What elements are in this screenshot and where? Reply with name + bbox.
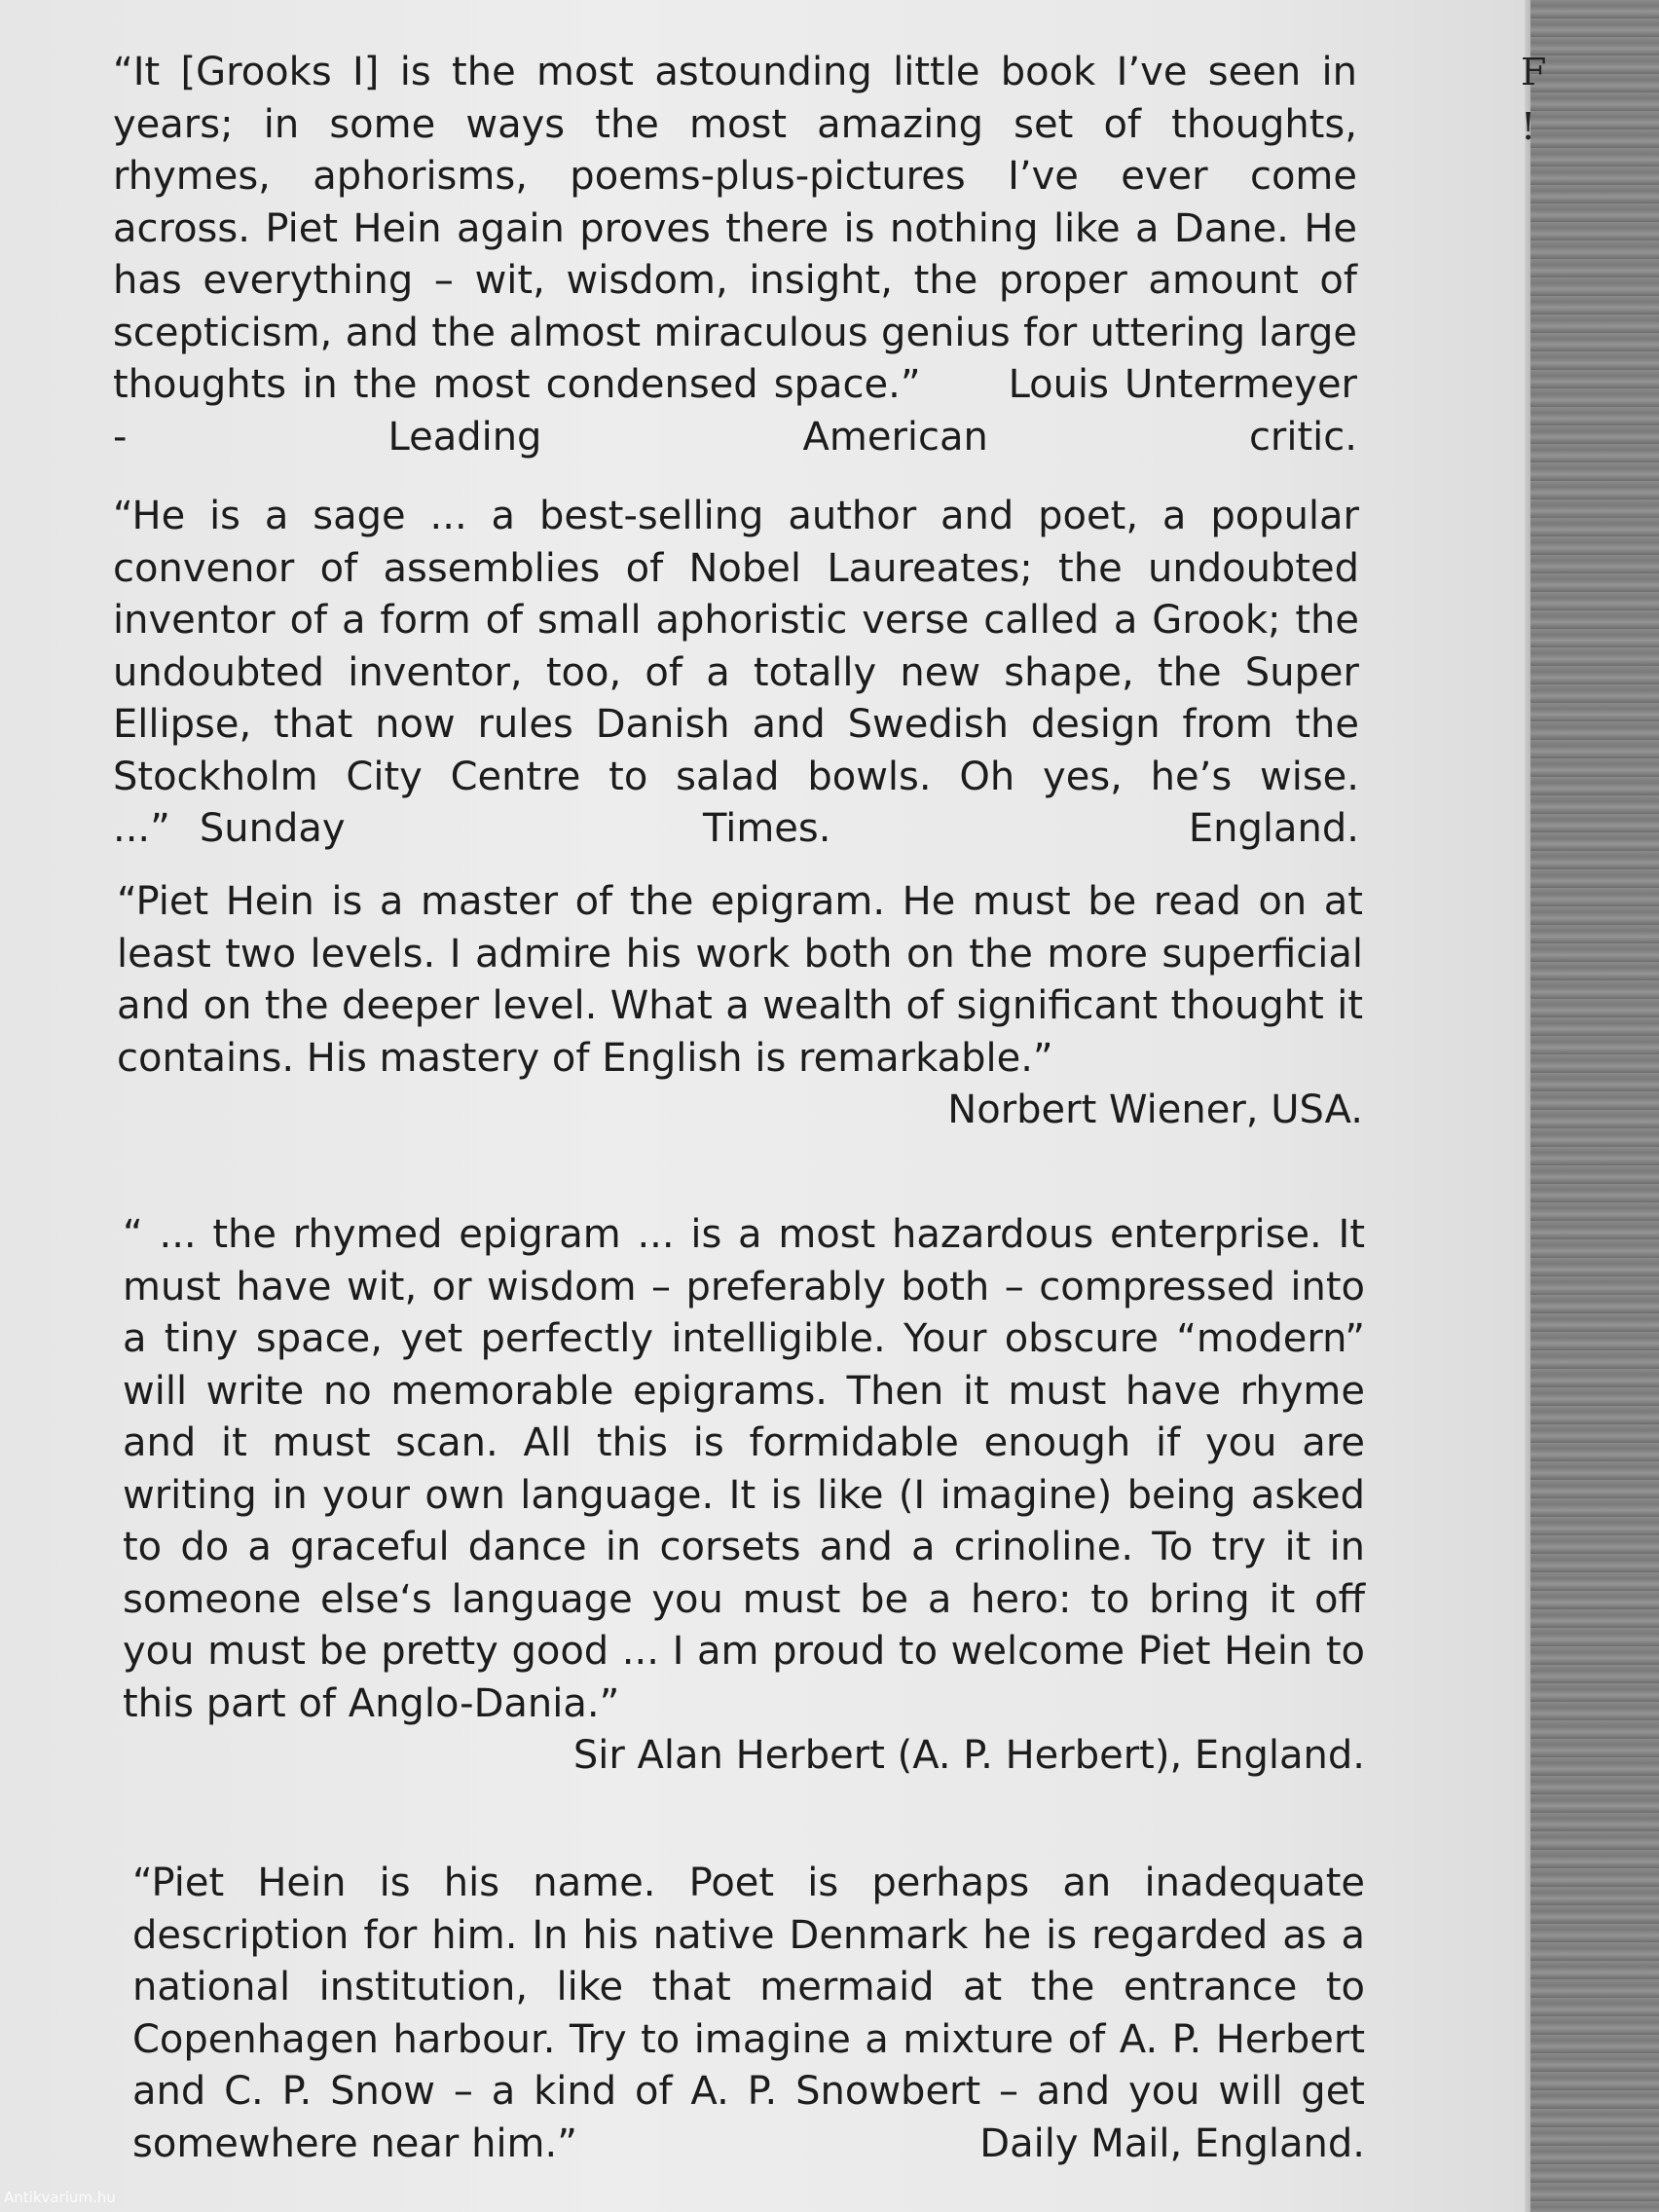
margin-glyph-top: F <box>1521 51 1547 93</box>
quote-text: “It [Grooks I] is the most astounding little book I’ve seen in years; in some ways the most amazing set of thoughts, rhymes, aphorisms, poems-plus-pictures I’ve ever come across. Piet Hein again proves there is nothing like a Dane. He has everything – wit, wisdom, insight, the proper amount of scepticism, and the almost miraculous genius for uttering large thoughts in the most condensed space.” <box>113 50 1357 407</box>
next-page-spine <box>1530 0 1659 2212</box>
quote-attribution: Sir Alan Herbert (A. P. Herbert), England. <box>572 1733 1365 1778</box>
quote-text: “He is a sage ... a best-selling author and poet, a popular convenor of assemblies of Nobel Laureates; the undoubted inventor of a form of small aphoristic verse called a Grook; the undoubted inventor, too, of a totally new shape, the Super Ellipse, that now rules Danish and Swedish design from the Stockholm City Centre to salad bowls. Oh yes, he’s wise. ...” <box>113 494 1359 851</box>
quote-untermeyer <box>113 47 1357 463</box>
quote-text: “Piet Hein is a master of the epigram. He must be read on at least two levels. I admire his work both on the more superficial and on the deeper level. What a wealth of significant thought it contains. His mastery of English is remarkable.” <box>117 879 1363 1081</box>
quote-attribution: Norbert Wiener, USA. <box>947 1088 1363 1132</box>
quote-attribution: Daily Mail, England. <box>979 2121 1365 2166</box>
quote-sunday-times <box>113 491 1359 856</box>
quote-attribution: Sunday Times. England. <box>199 806 1359 851</box>
quote-daily-mail <box>132 1858 1365 2171</box>
quote-text: “Piet Hein is his name. Poet is perhaps an inadequate description for him. In his native Denmark he is regarded as a national institution, like that mermaid at the entrance to Copenhagen harbour. Try to imagine a mixture of A. P. Herbert and C. P. Snow – a kind of A. P. Snowbert – and you will get somewhere near him.” <box>132 1861 1365 2166</box>
quote-attribution: Louis Untermeyer - Leading American critic. <box>113 362 1357 460</box>
margin-glyph-bottom: ! <box>1521 105 1536 148</box>
quote-wiener <box>117 876 1363 1137</box>
quote-herbert <box>123 1209 1365 1783</box>
quote-text: “ ... the rhymed epigram ... is a most hazardous enterprise. It must have wit, or wisdom – preferably both – compressed into a tiny space, yet perfectly intelligible. Your obscure “modern” will write no memorable epigrams. Then it must have rhyme and it must scan. All this is formidable enough if you are writing in your own language. It is like (I imagine) being asked to do a graceful dance in corsets and a crinoline. To try it in someone else‘s language you must be a hero: to bring it off you must be pretty good ... I am proud to welcome Piet Hein to this part of Anglo-Dania.” <box>123 1212 1365 1726</box>
watermark: Antikvarium.hu <box>4 2189 116 2206</box>
